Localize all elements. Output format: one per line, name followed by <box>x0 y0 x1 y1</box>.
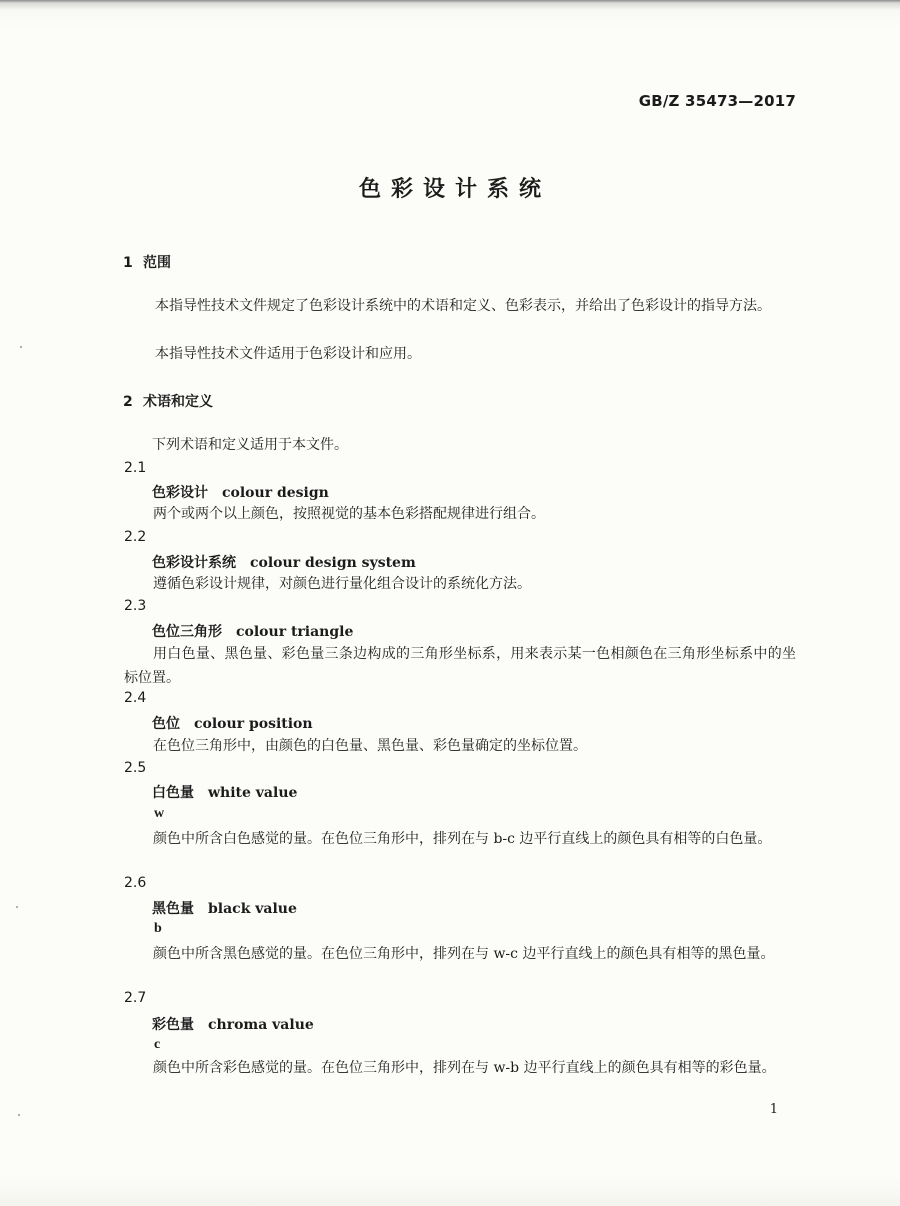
term-en: colour position <box>194 716 313 732</box>
term-en: colour design <box>222 485 329 501</box>
term-definition: 两个或两个以上颜色，按照视觉的基本色彩搭配规律进行组合。 <box>153 506 545 522</box>
term-number: 2.5 <box>124 760 147 776</box>
section-2-number: 2 <box>123 394 133 410</box>
term-definition: 遵循色彩设计规律，对颜色进行量化组合设计的系统化方法。 <box>153 576 531 592</box>
term-title <box>152 552 416 572</box>
term-title <box>152 898 297 918</box>
section-2-heading <box>123 391 213 411</box>
term-en: colour design system <box>250 555 416 571</box>
term-symbol: w <box>154 806 165 821</box>
term-symbol: c <box>154 1037 161 1052</box>
page-number: 1 <box>769 1102 778 1117</box>
term-en: chroma value <box>208 1017 314 1033</box>
term-en: black value <box>208 901 297 917</box>
term-symbol: b <box>154 921 162 936</box>
term-definition: 颜色中所含黑色感觉的量。在色位三角形中，排列在与 w-c 边平行直线上的颜色具有相等的黑色量。 <box>153 946 775 962</box>
section-1-number: 1 <box>123 255 133 271</box>
term-zh: 色位三角形 <box>152 624 222 640</box>
scope-paragraph-2: 本指导性技术文件适用于色彩设计和应用。 <box>155 346 421 362</box>
document-number: GB/Z 35473—2017 <box>638 92 796 110</box>
term-title <box>152 782 297 802</box>
term-en: colour triangle <box>236 624 354 640</box>
terms-intro: 下列术语和定义适用于本文件。 <box>152 437 348 453</box>
term-en: white value <box>208 785 298 801</box>
term-definition: 用白色量、黑色量、彩色量三条边构成的三角形坐标系，用来表示某一色相颜色在三角形坐标系中的坐标位置。 <box>124 646 796 686</box>
scan-speck <box>16 906 18 908</box>
term-zh: 白色量 <box>152 785 194 801</box>
term-zh: 色彩设计 <box>152 485 208 501</box>
term-title <box>152 621 353 641</box>
term-definition: 颜色中所含彩色感觉的量。在色位三角形中，排列在与 w-b 边平行直线上的颜色具有相等的彩色量。 <box>153 1060 776 1076</box>
section-1-title: 范围 <box>143 255 171 271</box>
term-definition: 在色位三角形中，由颜色的白色量、黑色量、彩色量确定的坐标位置。 <box>153 738 587 754</box>
term-title <box>152 482 329 502</box>
term-zh: 色彩设计系统 <box>152 555 236 571</box>
term-zh: 彩色量 <box>152 1017 194 1033</box>
term-number: 2.2 <box>124 529 147 545</box>
term-number: 2.4 <box>124 690 147 706</box>
term-title <box>152 713 313 733</box>
term-zh: 黑色量 <box>152 901 194 917</box>
term-title <box>152 1014 314 1034</box>
scan-speck <box>18 1114 20 1116</box>
section-1-heading <box>123 252 171 272</box>
term-number: 2.1 <box>124 460 147 476</box>
scan-edge-shadow <box>0 0 900 10</box>
term-zh: 色位 <box>152 716 180 732</box>
term-number: 2.3 <box>124 598 147 614</box>
term-number: 2.6 <box>124 875 147 891</box>
scan-speck <box>20 346 22 348</box>
term-definition: 颜色中所含白色感觉的量。在色位三角形中，排列在与 b-c 边平行直线上的颜色具有相等的白色量。 <box>153 831 772 847</box>
document-title: 色彩设计系统 <box>358 177 551 202</box>
section-2-title: 术语和定义 <box>143 394 213 410</box>
term-number: 2.7 <box>124 990 147 1006</box>
scope-paragraph-1: 本指导性技术文件规定了色彩设计系统中的术语和定义、色彩表示，并给出了色彩设计的指导方法。 <box>155 298 771 314</box>
